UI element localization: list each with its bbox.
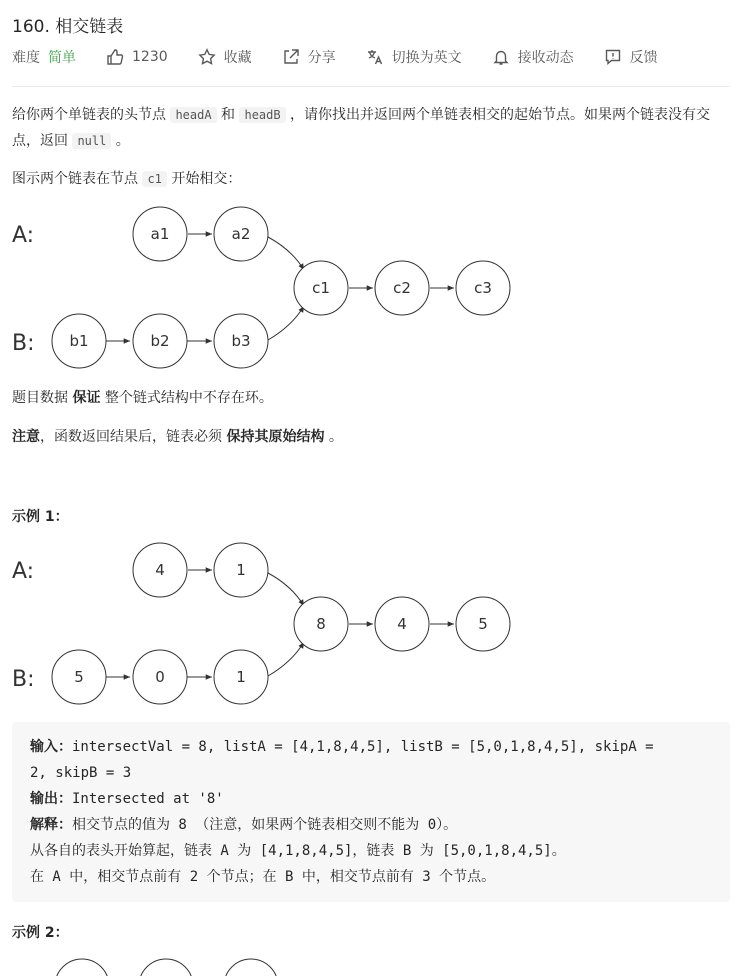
share-button[interactable] — [282, 47, 336, 67]
svg-text:4: 4 — [155, 561, 165, 579]
description-paragraph-3 — [12, 385, 732, 411]
desc-bold: 保证 — [72, 390, 101, 406]
code-null: null — [72, 133, 111, 149]
example-2-diagram-partial — [0, 954, 560, 976]
node-a2 — [214, 207, 268, 261]
svg-text:a1: a1 — [150, 225, 170, 243]
diagram-label-a: A: — [12, 223, 35, 248]
example-1-box — [12, 722, 730, 902]
feedback-icon — [604, 48, 622, 66]
intersection-diagram — [0, 200, 560, 380]
svg-text:b1: b1 — [69, 332, 89, 350]
node-ex2-partial-3 — [224, 959, 278, 976]
bell-icon — [492, 48, 510, 66]
desc-text: 题目数据 — [12, 390, 73, 406]
node-a1 — [133, 207, 187, 261]
svg-text:1: 1 — [236, 668, 246, 686]
star-icon — [198, 48, 216, 66]
node-c2 — [375, 261, 429, 315]
node-b3 — [214, 314, 268, 368]
feedback-button[interactable] — [604, 47, 658, 67]
node-ex-a2 — [214, 543, 268, 597]
example-label-b: B: — [12, 667, 35, 692]
desc-text: 图示两个链表在节点 — [12, 171, 143, 187]
node-ex-b3 — [214, 650, 268, 704]
example-1-heading: 示例 1： — [12, 509, 69, 525]
example-explain-line-2: 从各自的表头开始算起，链表 A 为 [4,1,8,4,5]，链表 B 为 [5,0,1,8,4,5]。 — [30, 843, 566, 859]
code-headB: headB — [239, 107, 285, 123]
switch-language-label: 切换为英文 — [391, 50, 462, 66]
example-explain-line-1 — [30, 812, 712, 838]
node-b1 — [52, 314, 106, 368]
desc-bold: 注意 — [12, 429, 40, 445]
description-paragraph-2 — [12, 166, 732, 192]
explain-label: 解释： — [30, 817, 72, 833]
node-ex-c3 — [456, 597, 510, 651]
svg-text:1: 1 — [236, 561, 246, 579]
output-value: Intersected at '8' — [72, 791, 224, 807]
node-ex-a1 — [133, 543, 187, 597]
description-paragraph-4 — [12, 424, 732, 450]
feedback-label: 反馈 — [629, 50, 658, 66]
share-icon — [282, 48, 300, 66]
example-input-line-1 — [30, 734, 712, 760]
desc-text: ，函数返回结果后，链表必须 — [40, 429, 227, 445]
svg-text:b2: b2 — [150, 332, 170, 350]
output-label: 输出： — [30, 791, 72, 807]
node-ex2-partial-2 — [139, 959, 193, 976]
svg-text:b3: b3 — [231, 332, 251, 350]
example-input-line-2: 2, skipB = 3 — [30, 765, 132, 781]
node-ex-c1 — [294, 597, 348, 651]
desc-text: 开始相交： — [166, 171, 242, 187]
desc-bold: 保持其原始结构 — [226, 429, 325, 445]
edge-a2-c1 — [268, 237, 304, 270]
node-ex2-partial-1 — [55, 959, 109, 976]
switch-language-button[interactable] — [366, 47, 462, 67]
desc-text: 。 — [111, 133, 130, 149]
node-ex-b1 — [52, 650, 106, 704]
svg-text:c3: c3 — [474, 279, 492, 297]
desc-text: 整个链式结构中不存在环。 — [100, 390, 273, 406]
edge-ex-b3-c1 — [268, 642, 304, 676]
svg-text:0: 0 — [155, 668, 165, 686]
thumbs-up-icon — [106, 48, 124, 66]
collect-button[interactable] — [198, 47, 252, 67]
desc-text: 和 — [216, 107, 240, 123]
desc-text: 给你两个单链表的头节点 — [12, 107, 171, 123]
svg-text:c1: c1 — [312, 279, 330, 297]
difficulty-badge: 简单 — [48, 50, 76, 66]
svg-text:c2: c2 — [393, 279, 411, 297]
example-2-heading: 示例 2： — [12, 925, 69, 941]
difficulty-label: 难度 — [12, 50, 40, 66]
svg-text:5: 5 — [74, 668, 84, 686]
node-ex-c2 — [375, 597, 429, 651]
svg-text:4: 4 — [397, 615, 407, 633]
svg-text:a2: a2 — [231, 225, 251, 243]
node-c1 — [294, 261, 348, 315]
node-ex-b2 — [133, 650, 187, 704]
like-button[interactable] — [106, 48, 168, 66]
example-explain-line-3: 在 A 中，相交节点前有 2 个节点；在 B 中，相交节点前有 3 个节点。 — [30, 869, 496, 885]
problem-meta-bar — [12, 46, 688, 68]
header-divider — [12, 86, 730, 87]
explain-value-1: 相交节点的值为 8 （注意，如果两个链表相交则不能为 0）。 — [72, 817, 458, 833]
translate-icon — [366, 48, 384, 66]
example-1-diagram — [0, 536, 560, 716]
problem-title: 160. 相交链表 — [12, 17, 124, 37]
code-headA: headA — [170, 107, 216, 123]
example-output-line — [30, 786, 712, 812]
input-value-1: intersectVal = 8, listA = [4,1,8,4,5], listB = [5,0,1,8,4,5], skipA = — [72, 739, 654, 755]
share-label: 分享 — [307, 50, 336, 66]
desc-text: 。 — [324, 429, 343, 445]
diagram-label-b: B: — [12, 331, 35, 356]
svg-text:8: 8 — [316, 615, 326, 633]
example-label-a: A: — [12, 559, 35, 584]
svg-text:5: 5 — [478, 615, 488, 633]
node-b2 — [133, 314, 187, 368]
like-count: 1230 — [132, 49, 168, 65]
desc-text: ，请你找出并返回两个单链表相交的起始节点。如果两个链表没有交点，返回 — [12, 107, 711, 149]
node-c3 — [456, 261, 510, 315]
edge-b3-c1 — [268, 306, 304, 340]
code-c1: c1 — [142, 171, 166, 187]
subscribe-label: 接收动态 — [517, 50, 574, 66]
subscribe-button[interactable] — [492, 47, 574, 67]
edge-ex-a2-c1 — [268, 573, 304, 606]
input-label: 输入： — [30, 739, 72, 755]
collect-label: 收藏 — [223, 50, 252, 66]
description-paragraph-1 — [12, 102, 732, 154]
